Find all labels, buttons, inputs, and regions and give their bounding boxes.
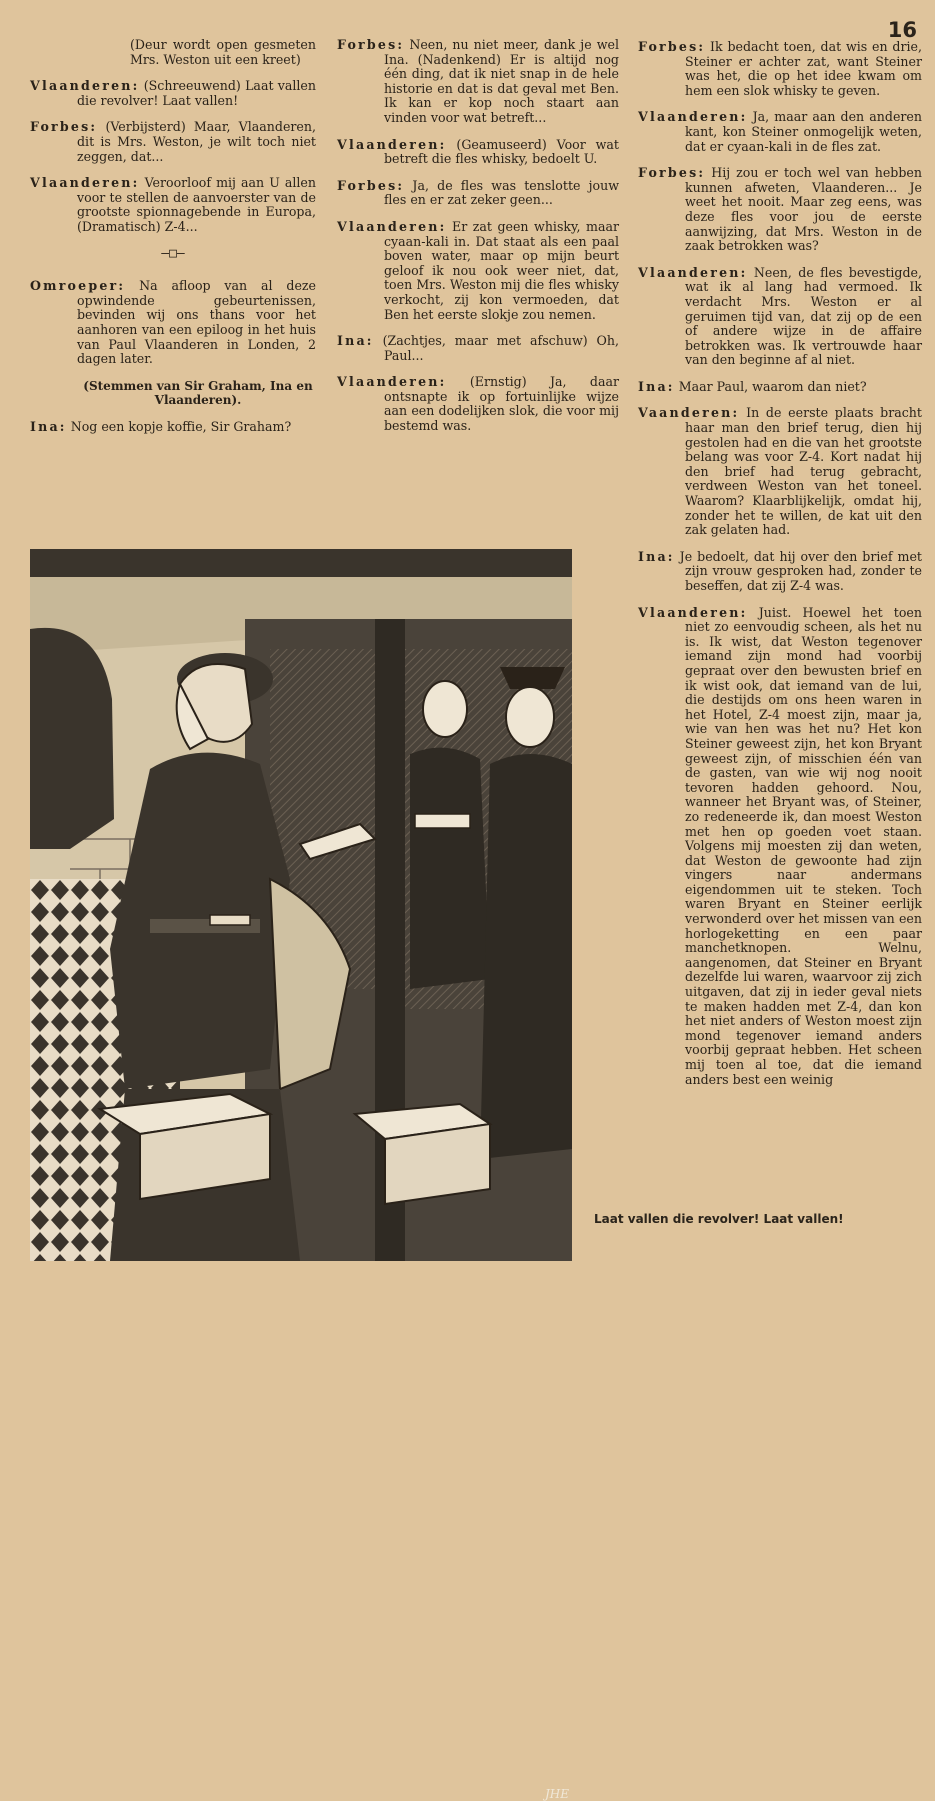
- dialogue-text: Na afloop van al deze opwindende gebeurtenissen, bevinden wij ons thans voor het aanhoren van een epiloog in het huis van Paul Vlaanderen in Londen, 2 dagen later.: [77, 278, 316, 367]
- dialogue-paragraph: [638, 380, 922, 395]
- dialogue-text: In de eerste plaats bracht haar man den brief terug, dien hij gestolen had en die van het grootste belang was voor Z-4. Kort nadat hij den brief had terug gebracht, verdween Weston van het toneel. Waarom? Klaarblijkelijk, omdat hij, zonder het te willen, de kat uit den zak gelaten had.: [685, 405, 922, 538]
- dialogue-text: Neen, de fles bevestigde, wat ik al lang had vermoed. Ik verdacht Mrs. Weston er al geruimen tijd van, dat zij op de een of andere wijze in de affaire betrokken was. Ik vertrouwde haar van den beginne af al niet.: [685, 264, 922, 368]
- dialogue-text: Veroorloof mij aan U allen voor te stellen de aanvoerster van de grootste spionnagebende in Europa, (Dramatisch) Z-4...: [77, 175, 316, 234]
- speaker-name: Omroeper:: [30, 278, 126, 294]
- speaker-name: Vaanderen:: [638, 405, 740, 421]
- dialogue-text: (Geamuseerd) Voor wat betreft die fles whisky, bedoelt U.: [384, 136, 619, 167]
- stage-direction: (Stemmen van Sir Graham, Ina en Vlaanderen).: [83, 378, 313, 408]
- dialogue-paragraph: [638, 266, 922, 368]
- speaker-name: Ina:: [30, 418, 67, 434]
- stage-direction: (Deur wordt open gesmeten Mrs. Weston uit een kreet): [130, 37, 316, 67]
- dialogue-paragraph: [337, 334, 619, 363]
- speaker-name: Forbes:: [30, 119, 98, 135]
- dialogue-paragraph: [638, 40, 922, 98]
- speaker-name: Vlaanderen:: [337, 218, 447, 234]
- speaker-name: Vlaanderen:: [30, 175, 140, 191]
- dialogue-paragraph: [30, 120, 316, 164]
- dialogue-paragraph: [30, 79, 316, 108]
- section-divider: —□—: [161, 245, 185, 261]
- dialogue-text: Neen, nu niet meer, dank je wel Ina. (Nadenkend) Er is altijd nog één ding, dat ik niet snap in de hele historie en dat is dat geval met Ben. Ik kan er kop noch staart aan vinden voor wat betreft...: [384, 37, 619, 125]
- dialogue-paragraph: [638, 110, 922, 154]
- dialogue-paragraph: [30, 176, 316, 234]
- speaker-name: Vlaanderen:: [638, 604, 748, 620]
- dialogue-paragraph: [638, 406, 922, 537]
- speaker-name: Vlaanderen:: [30, 78, 140, 94]
- dialogue-paragraph: [337, 179, 619, 208]
- dialogue-text: Er zat geen whisky, maar cyaan-kali in. Dat staat als een paal boven water, maar op mijn beurt geloof ik nou ook weer niet, dat, toen Mrs. Weston mij die fles whisky verkocht, zij kon vermoeden, dat Ben het eerste slokje zou nemen.: [384, 218, 619, 322]
- speaker-name: Vlaanderen:: [337, 136, 447, 152]
- dialogue-paragraph: [337, 375, 619, 433]
- speaker-name: Vlaanderen:: [638, 264, 748, 280]
- speaker-name: Vlaanderen:: [337, 374, 447, 390]
- dialogue-text: (Zachtjes, maar met afschuw) Oh, Paul...: [382, 333, 619, 363]
- dialogue-text: Je bedoelt, dat hij over den brief met zijn vrouw gesproken had, zonder te beseffen, dat zij Z-4 was.: [679, 548, 922, 593]
- page-number: 16: [887, 18, 917, 42]
- speaker-name: Forbes:: [337, 177, 405, 193]
- dialogue-paragraph: [337, 138, 619, 167]
- dialogue-text: Ja, maar aan den anderen kant, kon Steiner onmogelijk weten, dat er cyaan-kali in de fles zat.: [685, 109, 922, 154]
- dialogue-text: Juist. Hoewel het toen niet zo eenvoudig scheen, als het nu is. Ik wist, dat Weston tegenover iemand zijn mond had voorbij gepraat over den bewusten brief en ik wist ook, dat iemand van de lui, die destijds om ons heen waren in het Hotel, Z-4 moest zijn, maar ja, wie van hen was het nu? Het kon Steiner geweest zijn, het kon Bryant geweest zijn, of misschien één van de gasten, van wie wij nog nooit tevoren hadden gehoord. Nou, wanneer het Bryant was, of Steiner, zo redeneerde ik, dan moest Weston met hen op goeden voet staan. Volgens mij moesten zij dan weten, dat Weston de gewoonte had zijn vingers naar andermans eigendommen uit te steken. Toch waren Bryant en Steiner eerlijk verwonderd over het missen van een horlogeketting en een paar manchetknopen. Welnu, aangenomen, dat Steiner en Bryant dezelfde lui waren, waarvoor zij zich uitgaven, dat zij in ieder geval niets te maken hadden met Z-4, dan kon het niet anders of Weston moest zijn mond tegenover iemand anders voorbij gepraat hebben. Het scheen mij toen al toe, dat die iemand anders best een weinig: [685, 604, 922, 1087]
- speaker-name: Forbes:: [638, 165, 706, 181]
- illustration: [30, 549, 572, 1801]
- dialogue-paragraph: [638, 166, 922, 254]
- dialogue-paragraph: [638, 606, 922, 1088]
- dialogue-paragraph: [337, 220, 619, 322]
- dialogue-paragraph: [30, 420, 316, 435]
- speaker-name: Ina:: [638, 378, 675, 394]
- dialogue-text: Nog een kopje koffie, Sir Graham?: [70, 418, 292, 434]
- text-column-2: [337, 38, 619, 446]
- dialogue-text: Ja, de fles was tenslotte jouw fles en er zat zeker geen...: [384, 177, 619, 208]
- dialogue-text: Maar Paul, waarom dan niet?: [678, 378, 867, 394]
- text-column-3: [638, 40, 922, 1099]
- speaker-name: Vlaanderen:: [638, 109, 748, 125]
- speaker-name: Ina:: [638, 548, 675, 564]
- dialogue-text: Hij zou er toch wel van hebben kunnen afweten, Vlaanderen... Je weet het nooit. Maar zeg eens, was deze fles voor jou de eerste aanwijzing, dat Mrs. Weston in de zaak betrokken was?: [685, 165, 922, 254]
- dialogue-text: (Ernstig) Ja, daar ontsnapte ik op fortuinlijke wijze aan een dodelijken slok, die voor mij bestemd was.: [384, 374, 619, 434]
- illustration-caption: Laat vallen die revolver! Laat vallen!: [594, 1212, 844, 1226]
- dialogue-text: Ik bedacht toen, dat wis en drie, Steiner er achter zat, want Steiner was het, die op het idee kwam om hem een slok whisky te geven.: [685, 39, 922, 98]
- dialogue-text: (Schreeuwend) Laat vallen die revolver! Laat vallen!: [77, 78, 316, 108]
- artist-signature: JHE: [545, 1787, 570, 1801]
- dialogue-paragraph: [337, 38, 619, 126]
- speaker-name: Forbes:: [337, 37, 405, 52]
- dialogue-paragraph: [30, 279, 316, 367]
- speaker-name: Ina:: [337, 333, 374, 349]
- speaker-name: Forbes:: [638, 39, 706, 54]
- dialogue-text: (Verbijsterd) Maar, Vlaanderen, dit is Mrs. Weston, je wilt toch niet zeggen, dat...: [77, 119, 316, 164]
- dialogue-paragraph: [638, 550, 922, 594]
- text-column-1: [30, 38, 316, 446]
